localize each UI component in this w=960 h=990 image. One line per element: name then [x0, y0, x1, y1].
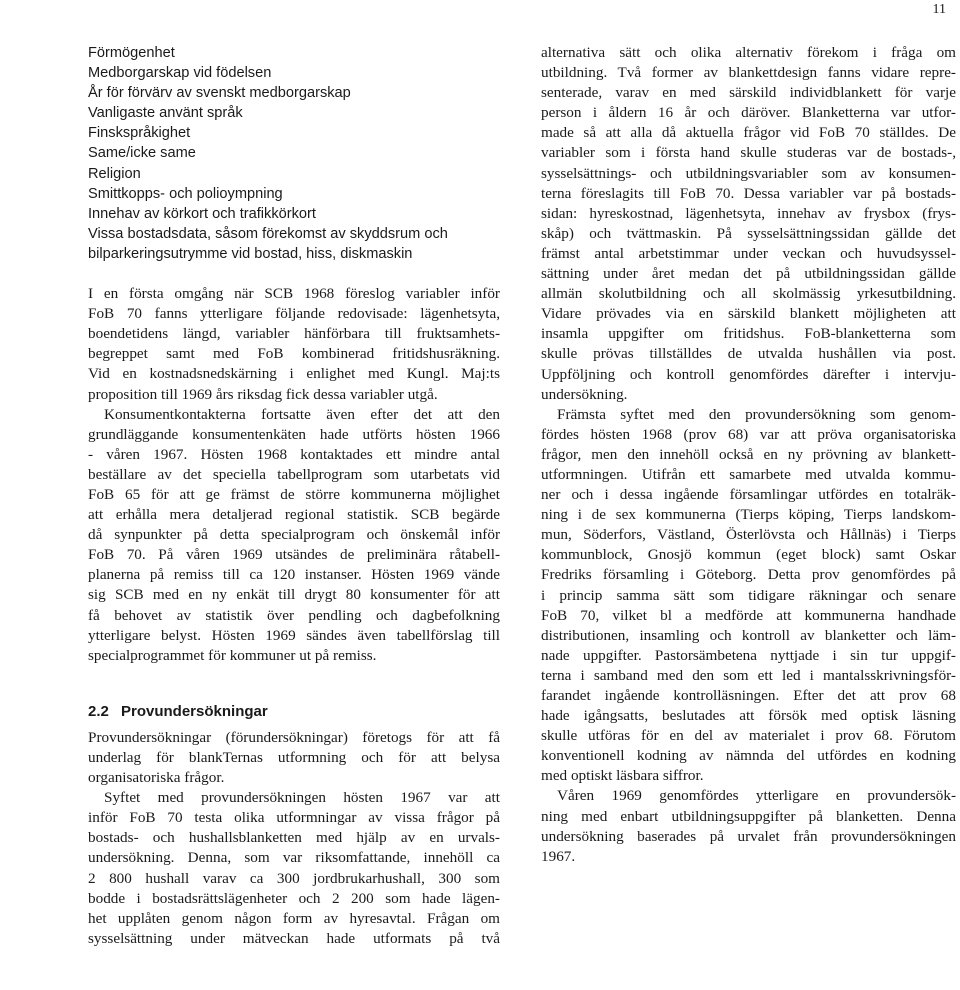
- text-line: person i åldern 16 år och däröver. Blanketterna var utfor-: [541, 104, 956, 122]
- text-line: FoB 70, vilket bl a medförde att kommunerna handhade: [541, 606, 956, 624]
- text-line: farandet ingående kontrolläsningen. Efter det att prov 68: [541, 687, 956, 704]
- paragraph: [541, 786, 956, 866]
- text-line: då synpunkter på detta specialprogram och önskemål inför: [88, 526, 500, 544]
- text-line: planerna på remiss till ca 120 instanser. Hösten 1969 vände: [88, 566, 500, 584]
- section-heading: [88, 702, 500, 722]
- text-line: underlag för blankTernas utformning och för att belysa: [88, 749, 500, 766]
- text-line: grundläggande konsumentenkäten hade utförts hösten 1966: [88, 425, 500, 443]
- text-line: skulle prövas tillställdes de utvalda hushållen via post.: [541, 345, 956, 363]
- text-line: begreppet samt med FoB kombinerad fritidshusräkning.: [88, 345, 500, 363]
- text-line: boendetidens längd, variabler hänförbara till fruktsamhets-: [88, 325, 500, 343]
- text-line: undersökning. Denna, som var riksomfattande, innehöll ca: [88, 849, 500, 867]
- list-item: År för förvärv av svenskt medborgarskap: [88, 85, 351, 102]
- text-line: made så att alla då aktuella frågor vid FoB 70 ställdes. De: [541, 124, 956, 142]
- text-line: distributionen, insamling och kontroll av blanketter och läm-: [541, 626, 956, 644]
- text-line: i princip samma sätt som tidigare räkningar och senare: [541, 586, 956, 604]
- text-line: FoB 65 för att ge främst de större kommunerna möjlighet: [88, 485, 500, 503]
- text-line: - våren 1967. Hösten 1968 kontaktades ett mindre antal: [88, 445, 500, 463]
- text-line: hade igångsatts, beslutades att försök med optisk läsning: [541, 707, 956, 725]
- paragraph: [88, 284, 500, 405]
- list-item: Medborgarskap vid födelsen: [88, 65, 272, 82]
- text-line: skåp) och tvättmaskin. På sysselsättningssidan gällde det: [541, 224, 956, 242]
- text-line: terna i samband med den som ett led i mantalsskrivningsför-: [541, 666, 956, 684]
- text-line: nade uppgifter. Pastorsämbetena nyttjade i sin tur uppgif-: [541, 646, 956, 664]
- paragraph: [541, 43, 956, 405]
- text-line: sidan: hyreskostnad, lägenhetsyta, innehav av frysbox (frys-: [541, 204, 956, 222]
- text-line: med optiskt läsbara siffror.: [541, 767, 704, 785]
- text-line: allmän skolutbildning och all skolmässig yrkesutbildning.: [541, 285, 956, 303]
- paragraph: [88, 728, 500, 788]
- text-line: het upplåten genom någon form av hyresavtal. Frågan om: [88, 909, 500, 927]
- text-line: ning i de sex kommunerna (Tierps köping, Tierps landskom-: [541, 506, 956, 524]
- paragraph: [88, 788, 500, 949]
- text-line: Vidare prövades via en särskild blankett möjligheten att: [541, 305, 956, 323]
- text-line: I en första omgång när SCB 1968 föreslog variabler inför: [88, 285, 500, 303]
- text-line: konventionell kodning av nämnda del utfördes en kodning: [541, 747, 956, 765]
- section-number: 2.2: [88, 702, 109, 720]
- list-item: Vanligaste använt språk: [88, 105, 243, 122]
- text-line: inför FoB 70 testa olika utformningar av vissa frågor på: [88, 809, 500, 827]
- text-line: 1967.: [541, 847, 576, 865]
- page-number: 11: [932, 2, 946, 17]
- text-line: få behovet av statistik över pendling och dagbefolkning: [88, 606, 500, 624]
- list-item: Religion: [88, 165, 141, 182]
- text-line: alternativa sätt och olika alternativ förekom i fråga om: [541, 44, 956, 61]
- text-line: utformningen. Utifrån ett samarbete med utvalda kommu-: [541, 465, 956, 483]
- text-line: FoB 70 fanns ytterligare följande redovisade: lägenhetsyta,: [88, 305, 500, 323]
- text-line: Vid en kostnadsnedskärning i enlighet med Kungl. Maj:ts: [88, 365, 500, 383]
- paragraph: [541, 405, 956, 787]
- list-item: Same/icke same: [88, 145, 196, 162]
- text-line: variabler som i första hand skulle studeras var de bostads-,: [541, 144, 956, 162]
- text-line: fördes hösten 1968 (prov 68) var att pröva organisatoriska: [541, 425, 956, 443]
- text-line: organisatoriska frågor.: [88, 769, 225, 787]
- text-line: Uppföljning och kontroll genomfördes därefter i intervju-: [541, 365, 956, 383]
- text-line: bostads- och hushallsblanketten med hjälp av en urvals-: [88, 829, 500, 847]
- text-line: 2 800 hushall varav ca 300 jordbrukarhushall, 300 som: [88, 869, 500, 887]
- text-line: bodde i bostadsrättslägenheter och 2 200 som hade lägen-: [88, 889, 500, 907]
- text-line: att erhålla mera detaljerad regional statistik. SCB begärde: [88, 506, 500, 524]
- text-line: Syftet med provundersökningen hösten 1967 var att: [104, 789, 500, 807]
- text-line: undersökning.: [541, 385, 628, 403]
- text-line: specialprogrammet för kommuner ut på remiss.: [88, 646, 377, 664]
- text-line: FoB 70. På våren 1969 utsändes de preliminära råtabell-: [88, 546, 500, 564]
- text-line: sättning under året medan det på utbildningssidan gällde: [541, 265, 956, 283]
- text-line: utbildning. Två former av blankettdesign fanns vidare repre-: [541, 64, 956, 82]
- text-line: sysselsättning under mätveckan hade utformats på två: [88, 929, 500, 947]
- list-item: Innehav av körkort och trafikkörkort: [88, 205, 316, 222]
- list-item: bilparkeringsutrymme vid bostad, hiss, diskmaskin: [88, 245, 413, 262]
- text-line: främst antal arbetstimmar under veckan och huvudsyssel-: [541, 244, 956, 262]
- text-line: Provundersökningar (förundersökningar) företogs för att få: [88, 728, 500, 746]
- text-line: sysselsättnings- och utbildningsvariabler som av konsumen-: [541, 164, 956, 182]
- text-line: Fredriks församling i Göteborg. Detta prov genomfördes på: [541, 566, 956, 584]
- list-item: Smittkopps- och polioympning: [88, 185, 283, 202]
- variable-list: [88, 43, 500, 264]
- right-column: [541, 43, 956, 867]
- text-line: Främsta syftet med den provundersökning som genom-: [557, 405, 956, 423]
- text-line: ytterligare belyst. Hösten 1969 sändes även tabellförslag till: [88, 626, 500, 644]
- text-line: Konsumentkontakterna fortsatte även efter det att den: [104, 405, 500, 423]
- text-line: undersökning baserades på urvalet från provundersökningen: [541, 827, 956, 845]
- text-line: senterade, varav en med särskild individblankett för varje: [541, 84, 956, 102]
- text-line: ner och i dessa ingående församlingar utfördes en totalräk-: [541, 486, 956, 504]
- list-item: Finskspråkighet: [88, 125, 191, 142]
- text-line: insamla uppgifter om fritidshus. FoB-blanketterna som: [541, 325, 956, 343]
- text-line: mun, Söderfors, Västland, Österlövsta och Hållnäs) i Tierps: [541, 526, 956, 544]
- text-line: sig SCB med en ny enkät till drygt 80 konsumenter för att: [88, 586, 500, 604]
- text-line: skulle utföras för en del av materialet i prov 68. Förutom: [541, 727, 956, 745]
- text-line: ning med enbart utbildningsuppgifter på blanketten. Denna: [541, 807, 956, 825]
- list-item: Förmögenhet: [88, 45, 175, 61]
- text-line: beställare av det speciella tabellprogram som utarbetats vid: [88, 465, 500, 483]
- text-line: Våren 1969 genomfördes ytterligare en provundersök-: [557, 787, 956, 805]
- left-column: [88, 43, 500, 949]
- text-line: terna föreslagits till FoB 70. Dessa variabler var på bostads-: [541, 184, 956, 202]
- text-line: frågor, men den innehöll också en ny prövning av blankett-: [541, 445, 956, 463]
- paragraph: [88, 405, 500, 666]
- text-line: kommunblock, Gnosjö kommun (eget block) samt Oskar: [541, 546, 956, 564]
- text-line: proposition till 1969 års riksdag fick dessa variabler utgå.: [88, 385, 438, 403]
- list-item: Vissa bostadsdata, såsom förekomst av skyddsrum och: [88, 225, 448, 242]
- section-title: Provundersökningar: [121, 702, 268, 720]
